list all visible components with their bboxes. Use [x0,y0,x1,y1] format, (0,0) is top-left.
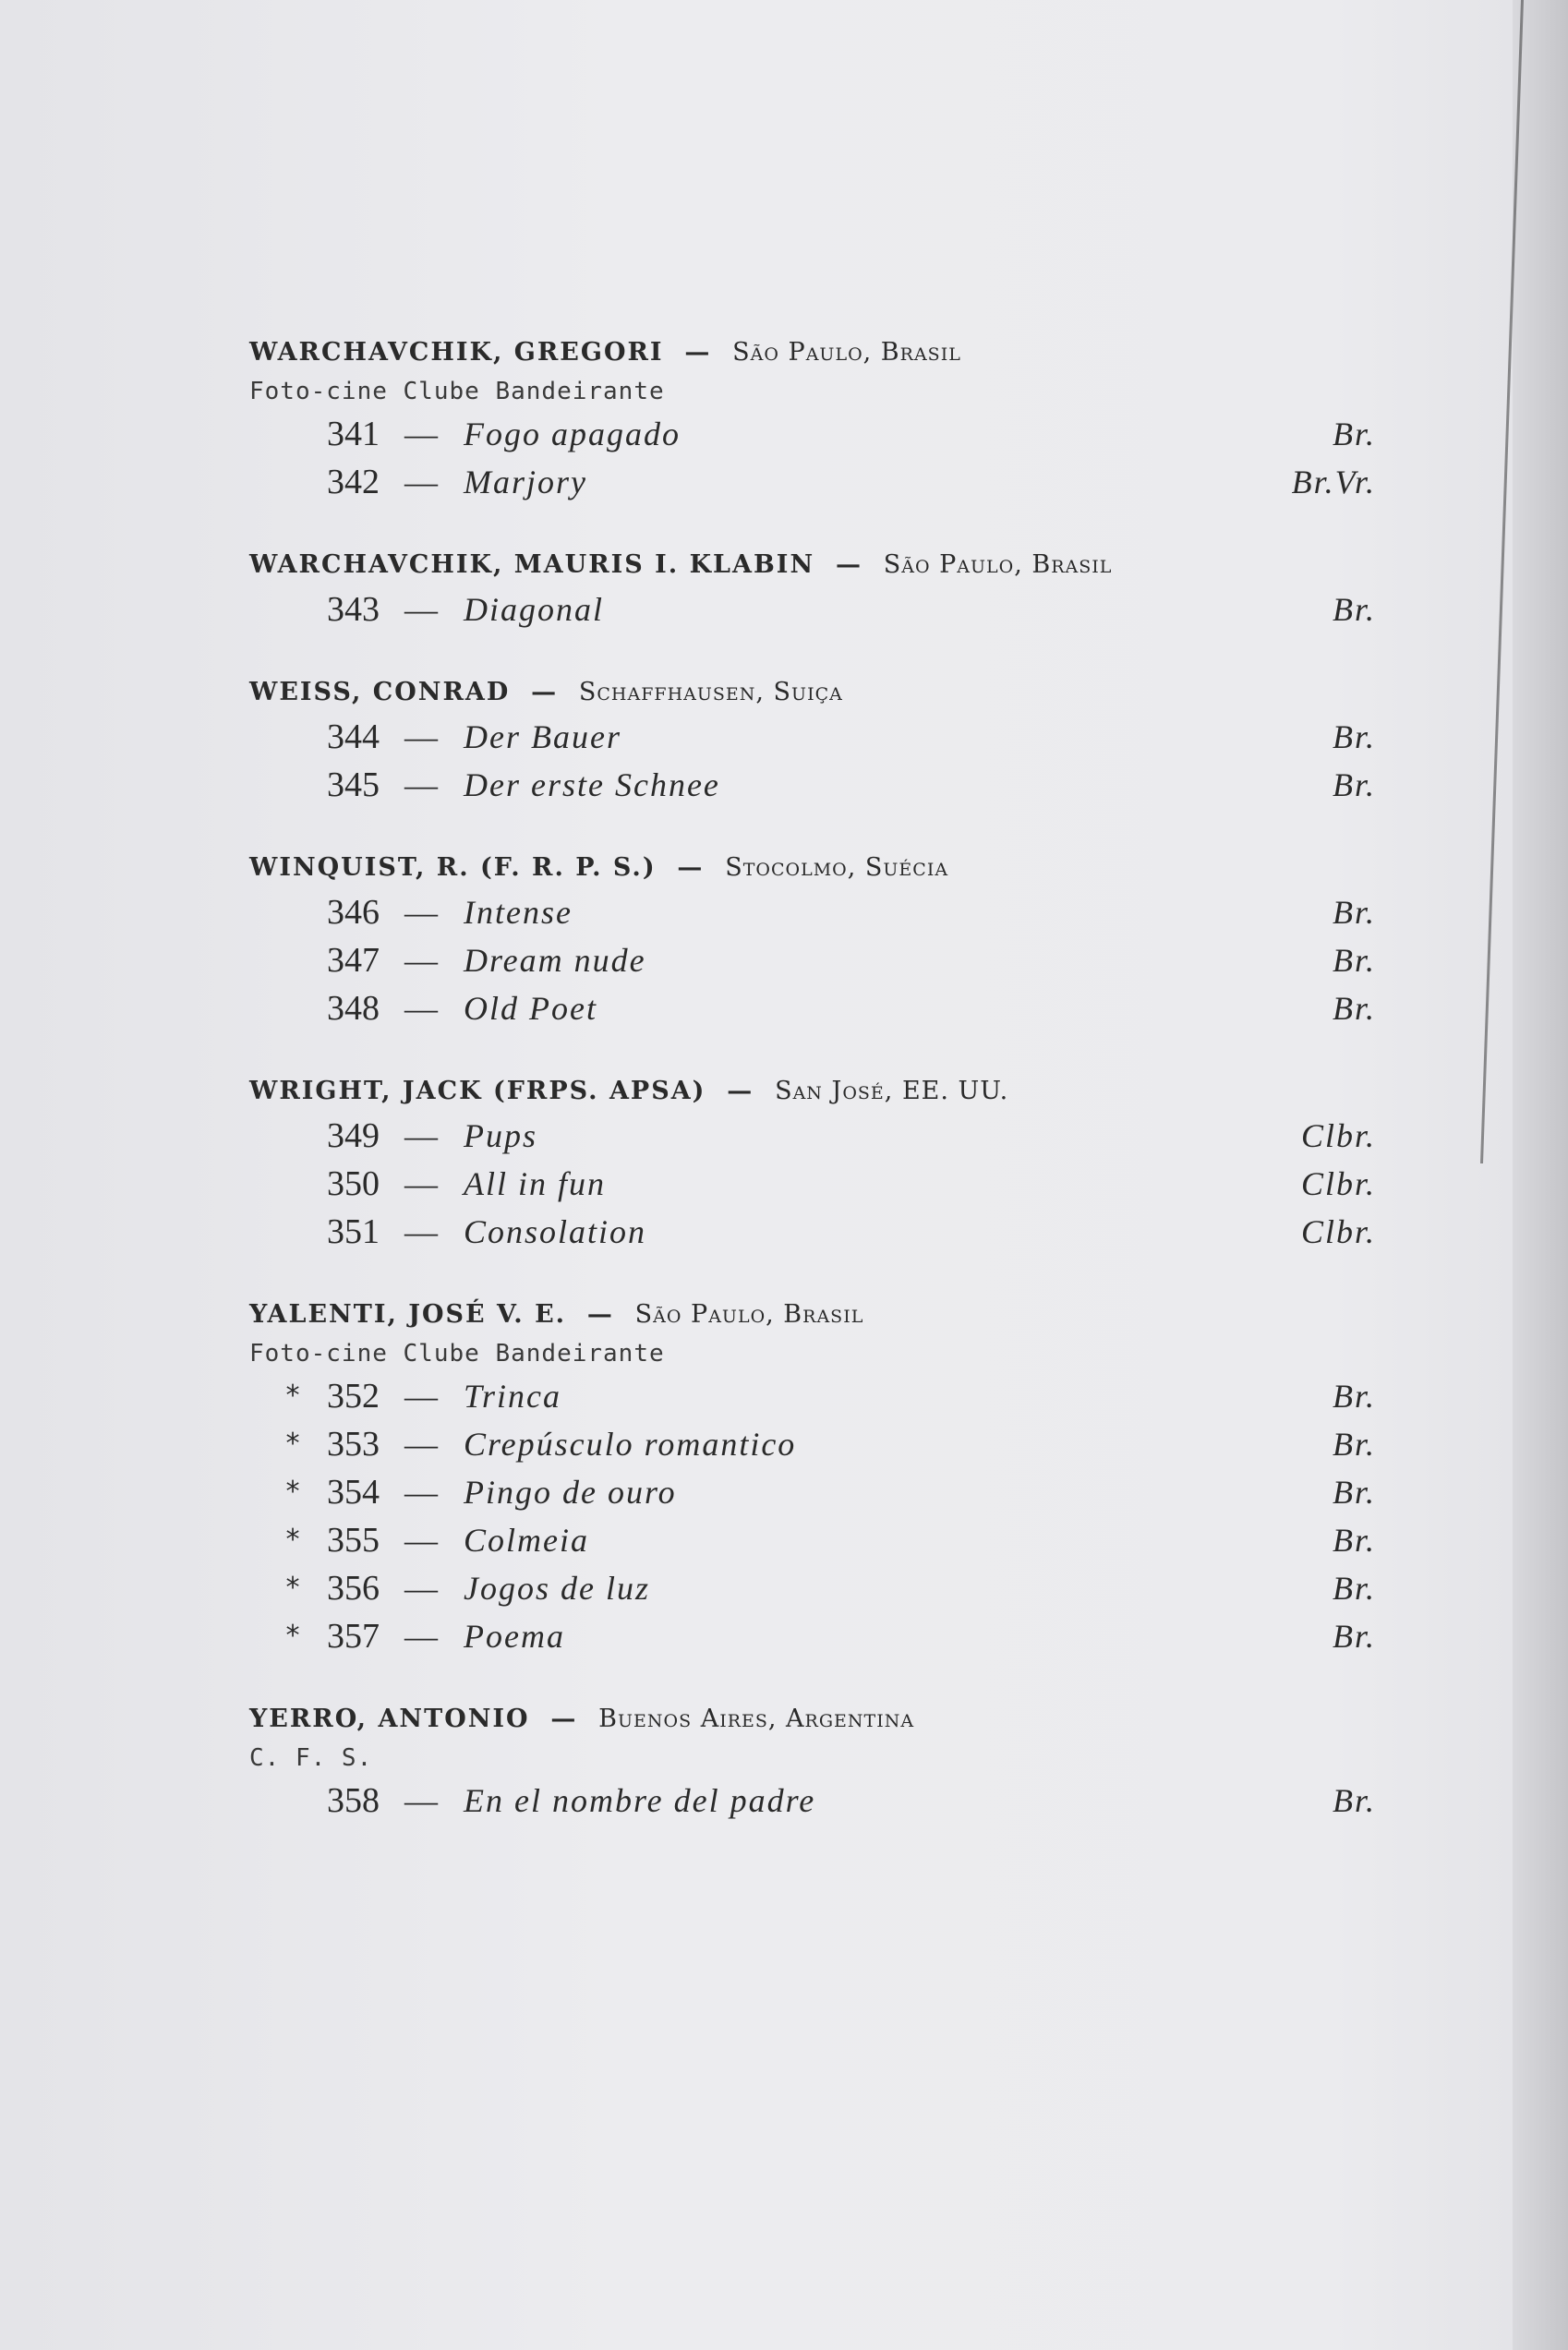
star-mark: * [284,1476,302,1508]
author-place: Schaffhausen, Suiça [578,678,843,706]
author-line [249,1699,1376,1740]
club-name: Foto-cine Clube Bandeirante [249,378,665,405]
catalog-entry [249,332,1376,506]
work-title: Crepúsculo romantico [464,1426,797,1463]
catalog-entry [249,1295,1376,1660]
catalog-entry [249,848,1376,1032]
work-number: 353 [327,1425,380,1464]
work-title: Intense [464,894,573,931]
work-technique: Br. [1332,942,1376,979]
work-row [249,585,1376,633]
author-line [249,848,1376,888]
work-dash: — [404,1117,438,1154]
work-title: Pingo de ouro [464,1474,677,1511]
work-technique: Br. [1332,1378,1376,1415]
work-dash: — [404,464,438,500]
catalog-entry [249,672,1376,809]
author-separator: — [727,1077,754,1105]
author-separator: — [677,853,705,882]
work-number: 351 [327,1212,380,1251]
author-name: WRIGHT, JACK (FRPS. APSA) [249,1077,706,1105]
work-technique: Br. [1332,591,1376,628]
work-number: 349 [327,1116,380,1155]
work-technique: Br. [1332,1570,1376,1607]
work-row [249,458,1376,506]
work-title: Dream nude [464,942,646,979]
work-dash: — [404,591,438,628]
star-mark: * [284,1380,302,1412]
work-title: Marjory [464,464,587,500]
work-technique: Br. [1332,766,1376,803]
author-separator: — [550,1705,578,1733]
work-title: Der erste Schnee [464,766,720,803]
work-number: 344 [327,717,380,756]
author-name: WARCHAVCHIK, MAURIS I. KLABIN [249,550,815,579]
work-row [249,713,1376,761]
work-row [249,936,1376,984]
work-row [249,1516,1376,1564]
work-technique: Br. [1332,1522,1376,1559]
work-number: 346 [327,893,380,932]
club-name: Foto-cine Clube Bandeirante [249,1340,665,1368]
author-place: São Paulo, Brasil [634,1300,864,1329]
work-title: Consolation [464,1213,647,1250]
work-technique: Br. [1332,1426,1376,1463]
star-mark: * [284,1620,302,1652]
work-row [249,761,1376,809]
work-dash: — [404,1782,438,1819]
work-row [249,1612,1376,1660]
work-technique: Br. [1332,416,1376,452]
work-technique: Br. [1332,1618,1376,1655]
star-mark: * [284,1572,302,1604]
work-dash: — [404,766,438,803]
work-technique: Clbr. [1300,1165,1376,1202]
author-place: Stocolmo, Suécia [725,853,949,882]
work-number: 345 [327,765,380,804]
star-mark: * [284,1524,302,1556]
work-number: 342 [327,463,380,501]
work-technique: Clbr. [1300,1213,1376,1250]
work-row [249,1468,1376,1516]
author-name: WEISS, CONRAD [249,678,511,706]
work-number: 358 [327,1781,380,1820]
author-line [249,1071,1376,1112]
catalog-entry [249,1071,1376,1256]
page-fold [1513,0,1568,2350]
work-technique: Br. [1332,718,1376,755]
author-name: YERRO, ANTONIO [249,1705,530,1733]
club-name: C. F. S. [249,1744,373,1772]
work-technique: Clbr. [1300,1117,1376,1154]
work-title: All in fun [464,1165,606,1202]
work-row [249,1777,1376,1825]
work-number: 343 [327,590,380,629]
work-title: Der Bauer [464,718,621,755]
author-line [249,545,1376,585]
work-row [249,1372,1376,1420]
work-number: 348 [327,989,380,1028]
work-title: Old Poet [464,990,597,1027]
author-place: Buenos Aires, Argentina [598,1705,915,1733]
work-number: 356 [327,1569,380,1608]
author-place: São Paulo, Brasil [732,338,961,367]
author-separator: — [531,678,559,706]
work-title: Fogo apagado [464,416,681,452]
author-line [249,1295,1376,1335]
work-dash: — [404,990,438,1027]
work-row [249,1564,1376,1612]
work-dash: — [404,942,438,979]
author-line [249,672,1376,713]
work-title: En el nombre del padre [464,1782,816,1819]
star-mark: * [284,1428,302,1460]
author-place: São Paulo, Brasil [883,550,1113,579]
author-name: WINQUIST, R. (F. R. P. S.) [249,853,657,882]
work-number: 357 [327,1617,380,1656]
work-title: Poema [464,1618,565,1655]
work-number: 347 [327,941,380,980]
work-technique: Br.Vr. [1291,464,1376,500]
author-separator: — [835,550,862,579]
work-dash: — [404,1474,438,1511]
work-row [249,410,1376,458]
work-title: Diagonal [464,591,605,628]
work-dash: — [404,416,438,452]
work-technique: Br. [1332,1782,1376,1819]
work-dash: — [404,1378,438,1415]
work-dash: — [404,1426,438,1463]
work-number: 350 [327,1164,380,1203]
work-dash: — [404,1618,438,1655]
author-separator: — [684,338,712,367]
author-name: YALENTI, JOSÉ V. E. [249,1300,567,1329]
work-dash: — [404,1165,438,1202]
work-row [249,1420,1376,1468]
work-number: 341 [327,415,380,453]
work-dash: — [404,718,438,755]
catalog-entry [249,545,1376,633]
work-number: 352 [327,1377,380,1416]
work-row [249,984,1376,1032]
work-number: 354 [327,1473,380,1512]
work-technique: Br. [1332,990,1376,1027]
work-title: Trinca [464,1378,562,1415]
author-separator: — [586,1300,614,1329]
work-title: Jogos de luz [464,1570,650,1607]
work-dash: — [404,1213,438,1250]
work-number: 355 [327,1521,380,1560]
work-row [249,1112,1376,1160]
work-dash: — [404,894,438,931]
work-dash: — [404,1570,438,1607]
work-row [249,1160,1376,1208]
work-row [249,1208,1376,1256]
author-name: WARCHAVCHIK, GREGORI [249,338,664,367]
work-title: Colmeia [464,1522,589,1559]
work-row [249,888,1376,936]
work-technique: Br. [1332,1474,1376,1511]
catalog-list [249,332,1376,1863]
work-title: Pups [464,1117,537,1154]
work-technique: Br. [1332,894,1376,931]
author-line [249,332,1376,373]
work-dash: — [404,1522,438,1559]
catalog-entry [249,1699,1376,1825]
author-place: San José, EE. UU. [775,1077,1009,1105]
